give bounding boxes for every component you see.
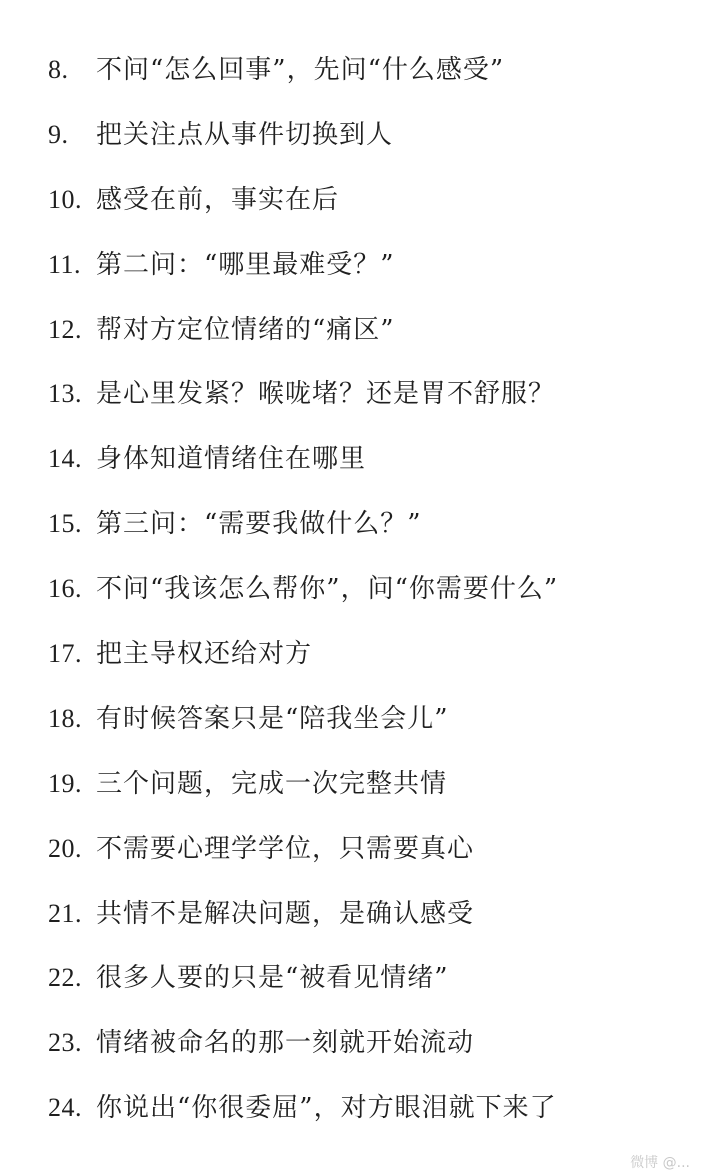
item-text: 不问“怎么回事”，先问“什么感受” [96, 55, 505, 85]
item-number: 19. [48, 768, 82, 798]
list-item [48, 427, 708, 492]
item-number: 22. [48, 963, 82, 993]
item-text: 很多人要的只是“被看见情绪” [96, 963, 449, 994]
list-item [48, 882, 708, 947]
item-number: 13. [48, 379, 82, 409]
item-text: 有时候答案只是“陪我坐会儿” [96, 703, 449, 734]
item-number: 12. [48, 314, 82, 344]
list-item [48, 1076, 708, 1141]
item-text: 把关注点从事件切换到人 [96, 119, 394, 150]
item-text: 把主导权还给对方 [96, 639, 313, 670]
item-text: 共情不是解决问题，是确认感受 [96, 898, 475, 929]
item-text: 身体知道情绪住在哪里 [96, 444, 367, 475]
list-item [48, 817, 708, 882]
list-item [48, 298, 708, 363]
item-text: 帮对方定位情绪的“痛区” [96, 314, 395, 345]
item-text: 不需要心理学学位，只需要真心 [96, 833, 475, 864]
item-text: 第二问：“哪里最难受？” [96, 249, 395, 280]
list-item [48, 233, 708, 298]
item-number: 10. [48, 184, 82, 214]
numbered-list [48, 38, 708, 1141]
item-text: 是心里发紧？喉咙堵？还是胃不舒服？ [96, 379, 556, 410]
item-text: 不问“我该怎么帮你”，问“你需要什么” [96, 574, 559, 605]
list-item [48, 1011, 708, 1076]
item-number: 20. [48, 833, 82, 863]
item-number: 23. [48, 1028, 82, 1058]
item-number: 21. [48, 898, 82, 928]
item-number: 18. [48, 703, 82, 733]
list-item [48, 752, 708, 817]
item-text: 情绪被命名的那一刻就开始流动 [96, 1028, 475, 1059]
watermark: 微博 @... [630, 1155, 690, 1171]
list-item [48, 38, 708, 103]
list-item [48, 622, 708, 687]
list-item [48, 168, 708, 233]
item-number: 24. [48, 1093, 82, 1123]
item-number: 9. [48, 119, 69, 149]
list-item [48, 557, 708, 622]
item-text: 第三问：“需要我做什么？” [96, 509, 422, 540]
list-item [48, 687, 708, 752]
item-number: 15. [48, 509, 82, 539]
list-item [48, 492, 708, 557]
item-number: 8. [48, 55, 69, 84]
item-number: 17. [48, 639, 82, 669]
list-item [48, 103, 708, 168]
list-item [48, 946, 708, 1011]
item-text: 感受在前，事实在后 [96, 184, 340, 215]
item-text: 你说出“你很委屈”，对方眼泪就下来了 [96, 1093, 557, 1124]
item-number: 14. [48, 444, 82, 474]
item-number: 11. [48, 249, 82, 279]
item-text: 三个问题，完成一次完整共情 [96, 768, 448, 799]
item-number: 16. [48, 574, 82, 604]
list-item [48, 362, 708, 427]
